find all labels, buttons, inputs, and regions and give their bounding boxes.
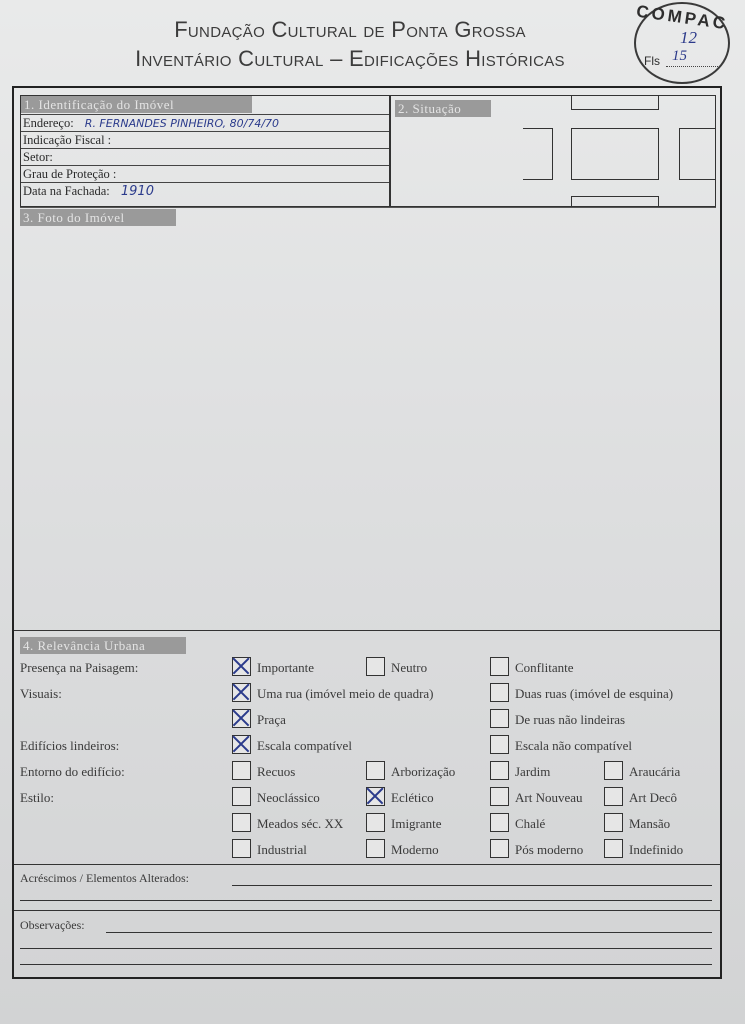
duas-ruas-checkbox[interactable] bbox=[490, 683, 509, 702]
data-fachada-label: Data na Fachada: bbox=[23, 184, 110, 198]
praca-checkbox[interactable] bbox=[232, 709, 251, 728]
meados-checkbox[interactable] bbox=[232, 813, 251, 832]
stamp-line bbox=[666, 66, 718, 67]
indicacao-fiscal-row[interactable] bbox=[21, 131, 389, 148]
meados-label: Meados séc. XX bbox=[257, 816, 344, 831]
relevancia-divider bbox=[14, 630, 720, 631]
neoclassico-checkbox[interactable] bbox=[232, 787, 251, 806]
header-title-line1: Fundação Cultural de Ponta Grossa bbox=[174, 17, 526, 42]
conflitante-label: Conflitante bbox=[515, 660, 574, 675]
data-fachada-row[interactable] bbox=[21, 182, 389, 199]
compac-stamp bbox=[634, 2, 730, 84]
stamp-signature: 12 bbox=[680, 28, 697, 47]
neutro-checkbox[interactable] bbox=[366, 657, 385, 676]
map-block-right bbox=[679, 128, 715, 180]
edificios-label: Edifícios lindeiros: bbox=[20, 738, 120, 753]
stamp-fls-label: Fls bbox=[644, 54, 660, 68]
estilo-label: Estilo: bbox=[20, 790, 54, 805]
escala-nao-compativel-label: Escala não compatível bbox=[515, 738, 632, 753]
setor-label: Setor: bbox=[23, 150, 53, 164]
uma-rua-label: Uma rua (imóvel meio de quadra) bbox=[257, 686, 434, 701]
mansao-label: Mansão bbox=[629, 816, 671, 831]
pos-moderno-checkbox[interactable] bbox=[490, 839, 509, 858]
art-deco-label: Art Decô bbox=[629, 790, 678, 805]
indefinido-label: Indefinido bbox=[629, 842, 684, 857]
duas-ruas-label: Duas ruas (imóvel de esquina) bbox=[515, 686, 674, 701]
stamp-name: COMPAC bbox=[635, 1, 730, 34]
escala-compativel-label: Escala compatível bbox=[257, 738, 352, 753]
endereco-row[interactable] bbox=[21, 114, 389, 131]
importante-label: Importante bbox=[257, 660, 315, 675]
importante-checkbox[interactable] bbox=[232, 657, 251, 676]
industrial-label: Industrial bbox=[257, 842, 307, 857]
header-title-line2: Inventário Cultural – Edificações Históricas bbox=[135, 46, 565, 71]
chale-checkbox[interactable] bbox=[490, 813, 509, 832]
identificacao-box bbox=[20, 95, 390, 207]
arborizacao-label: Arborização bbox=[391, 764, 456, 779]
conflitante-checkbox[interactable] bbox=[490, 657, 509, 676]
section-relevancia-label: 4. Relevância Urbana bbox=[20, 637, 186, 654]
visuais-label: Visuais: bbox=[20, 686, 62, 701]
section-foto-label: 3. Foto do Imóvel bbox=[20, 209, 176, 226]
art-deco-checkbox[interactable] bbox=[604, 787, 623, 806]
acrescimos-line-1[interactable] bbox=[232, 885, 712, 886]
jardim-label: Jardim bbox=[515, 764, 551, 779]
acrescimos-label: Acréscimos / Elementos Alterados: bbox=[20, 871, 189, 885]
indicacao-fiscal-label: Indicação Fiscal : bbox=[23, 133, 112, 147]
imigrante-checkbox[interactable] bbox=[366, 813, 385, 832]
moderno-checkbox[interactable] bbox=[366, 839, 385, 858]
observacoes-label: Observações: bbox=[20, 918, 85, 932]
jardim-checkbox[interactable] bbox=[490, 761, 509, 780]
indefinido-checkbox[interactable] bbox=[604, 839, 623, 858]
eletico-label: Eclético bbox=[391, 790, 434, 805]
escala-nao-compativel-checkbox[interactable] bbox=[490, 735, 509, 754]
neutro-label: Neutro bbox=[391, 660, 428, 675]
observacoes-line-1[interactable] bbox=[106, 932, 712, 933]
art-nouveau-label: Art Nouveau bbox=[515, 790, 583, 805]
neoclassico-label: Neoclássico bbox=[257, 790, 320, 805]
imigrante-label: Imigrante bbox=[391, 816, 442, 831]
uma-rua-checkbox[interactable] bbox=[232, 683, 251, 702]
entorno-label: Entorno do edifício: bbox=[20, 764, 125, 779]
observacoes-line-2[interactable] bbox=[20, 948, 712, 949]
grau-protecao-label: Grau de Proteção : bbox=[23, 167, 117, 181]
escala-compativel-checkbox[interactable] bbox=[232, 735, 251, 754]
grau-protecao-row[interactable] bbox=[21, 165, 389, 182]
endereco-label: Endereço: bbox=[23, 116, 74, 130]
setor-row[interactable] bbox=[21, 148, 389, 165]
araucaria-label: Araucária bbox=[629, 764, 681, 779]
inventory-form bbox=[12, 86, 722, 979]
map-block-left bbox=[523, 128, 553, 180]
foto-area bbox=[20, 207, 716, 632]
ruas-nao-lindeiras-checkbox[interactable] bbox=[490, 709, 509, 728]
data-fachada-value[interactable]: 1910 bbox=[120, 184, 154, 199]
map-block-top bbox=[571, 96, 659, 110]
arborizacao-checkbox[interactable] bbox=[366, 761, 385, 780]
moderno-label: Moderno bbox=[391, 842, 439, 857]
chale-label: Chalé bbox=[515, 816, 546, 831]
recuos-checkbox[interactable] bbox=[232, 761, 251, 780]
stamp-fls-number: 15 bbox=[672, 48, 687, 64]
presenca-label: Presença na Paisagem: bbox=[20, 660, 139, 675]
praca-label: Praça bbox=[257, 712, 286, 727]
eletico-checkbox[interactable] bbox=[366, 787, 385, 806]
situacao-box bbox=[390, 95, 716, 207]
acrescimos-line-2[interactable] bbox=[20, 900, 712, 901]
acrescimos-divider bbox=[14, 864, 720, 865]
recuos-label: Recuos bbox=[257, 764, 296, 779]
endereco-value[interactable]: R. FERNANDES PINHEIRO, 80/74/70 bbox=[84, 117, 280, 130]
map-block-center bbox=[571, 128, 659, 180]
ruas-nao-lindeiras-label: De ruas não lindeiras bbox=[515, 712, 626, 727]
section-identificacao-label: 1. Identificação do Imóvel bbox=[21, 96, 252, 113]
pos-moderno-label: Pós moderno bbox=[515, 842, 584, 857]
mansao-checkbox[interactable] bbox=[604, 813, 623, 832]
observacoes-divider bbox=[14, 910, 720, 911]
industrial-checkbox[interactable] bbox=[232, 839, 251, 858]
section-situacao-label: 2. Situação bbox=[395, 100, 491, 117]
observacoes-line-3[interactable] bbox=[20, 964, 712, 965]
araucaria-checkbox[interactable] bbox=[604, 761, 623, 780]
art-nouveau-checkbox[interactable] bbox=[490, 787, 509, 806]
